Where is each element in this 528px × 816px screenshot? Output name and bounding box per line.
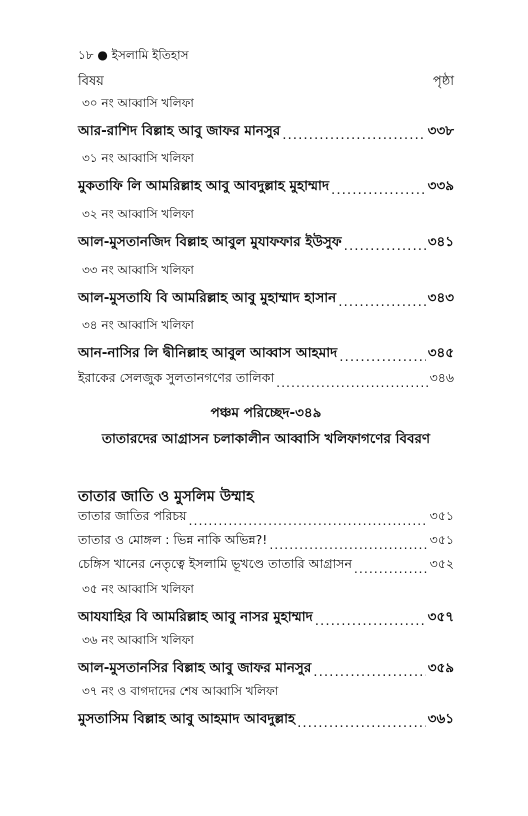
toc-entry-page: ৩৪৫ bbox=[427, 345, 454, 361]
toc-subheading-text: ৩১ নং আব্বাসি খলিফা bbox=[82, 151, 194, 165]
section-title: তাতার জাতি ও মুসলিম উম্মাহ bbox=[78, 489, 254, 505]
toc-entry-page: ৩৩৮ bbox=[427, 123, 454, 139]
toc-entry-page: ৩৫৭ bbox=[427, 609, 454, 625]
toc-entry-page: ৩৪১ bbox=[427, 234, 454, 250]
toc-entry-page: ৩৫২ bbox=[429, 556, 454, 571]
dot-leader bbox=[276, 375, 428, 390]
toc-entry bbox=[78, 508, 454, 528]
dot-leader bbox=[338, 294, 425, 310]
chapter-subtitle: তাতারদের আগ্রাসন চলাকালীন আব্বাসি খলিফাগণের বিবরণ bbox=[101, 431, 431, 447]
toc-entry bbox=[78, 556, 454, 576]
toc-subheading bbox=[78, 95, 454, 115]
toc-entry bbox=[78, 606, 454, 629]
column-heading-page: পৃষ্ঠা bbox=[432, 74, 454, 89]
toc-entry-page: ৩৫১ bbox=[429, 532, 454, 547]
dot-leader bbox=[269, 537, 427, 552]
toc-entry bbox=[78, 370, 454, 390]
toc-subheading bbox=[78, 206, 454, 226]
toc-entry bbox=[78, 175, 454, 198]
toc-entry bbox=[78, 231, 454, 254]
toc-entry-page: ৩৪৩ bbox=[427, 290, 454, 306]
toc-entry bbox=[78, 708, 454, 731]
toc-entry bbox=[78, 120, 454, 143]
toc-entry bbox=[78, 532, 454, 552]
toc-subheading bbox=[78, 632, 454, 652]
toc-entry-title: আল-মুসতানসির বিল্লাহ আবু জাফর মানসুর bbox=[78, 660, 312, 676]
toc-entry-title: তাতার জাতির পরিচয় bbox=[78, 508, 187, 523]
dot-leader bbox=[315, 613, 426, 629]
toc-subheading bbox=[78, 683, 454, 703]
toc-entry-title: মুকতাফি লি আমরিল্লাহ আবু আবদুল্লাহ মুহাম্মাদ bbox=[78, 178, 330, 194]
toc-subheading-text: ৩০ নং আব্বাসি খলিফা bbox=[82, 96, 194, 110]
toc-entry-title: আন-নাসির লি দ্বীনিল্লাহ আবুল আব্বাস আহমাদ bbox=[78, 345, 338, 361]
dot-leader bbox=[297, 715, 426, 731]
toc-entry-title: আল-মুসতাযি বি আমরিল্লাহ আবু মুহাম্মাদ হাসান bbox=[78, 290, 337, 306]
toc-entry bbox=[78, 287, 454, 310]
dot-leader bbox=[354, 561, 428, 576]
toc-entry-page: ৩৫৯ bbox=[427, 660, 454, 676]
running-head: ১৮ ● ইসলামি ইতিহাস bbox=[78, 48, 189, 62]
column-heading-subject: বিষয় bbox=[78, 74, 104, 89]
toc-subheading-text: ৩৩ নং আব্বাসি খলিফা bbox=[82, 263, 194, 277]
toc-subheading bbox=[78, 581, 454, 601]
dot-leader bbox=[331, 182, 426, 198]
toc-subheading-text: ৩৭ নং ও বাগদাদের শেষ আব্বাসি খলিফা bbox=[82, 684, 279, 698]
toc-entry-page: ৩৫১ bbox=[429, 508, 454, 523]
toc-entry-page: ৩৪৬ bbox=[429, 370, 454, 385]
toc-subheading-text: ৩৪ নং আব্বাসি খলিফা bbox=[82, 318, 194, 332]
dot-leader bbox=[189, 513, 428, 528]
toc-entry-title: আল-মুসতানজিদ বিল্লাহ আবুল মুযাফফার ইউসুফ bbox=[78, 234, 342, 250]
toc-entry-title: মুসতাসিম বিল্লাহ আবু আহমাদ আবদুল্লাহ bbox=[78, 711, 296, 727]
toc-subheading-text: ৩৫ নং আব্বাসি খলিফা bbox=[82, 582, 194, 596]
toc-entry bbox=[78, 657, 454, 680]
toc-entry-title: আযযাহির বি আমরিল্লাহ আবু নাসর মুহাম্মাদ bbox=[78, 609, 313, 625]
toc-entry-title: আর-রাশিদ বিল্লাহ আবু জাফর মানসুর bbox=[78, 123, 281, 139]
toc-entry-title: ইরাকের সেলজুক সুলতানগণের তালিকা bbox=[78, 370, 275, 385]
toc-subheading-text: ৩৬ নং আব্বাসি খলিফা bbox=[82, 633, 194, 647]
dot-leader bbox=[313, 664, 425, 680]
toc-subheading bbox=[78, 150, 454, 170]
toc-entry-page: ৩৬১ bbox=[427, 711, 454, 727]
toc-subheading bbox=[78, 262, 454, 282]
dot-leader bbox=[282, 127, 425, 143]
toc-entry-title: চেঙ্গিস খানের নেতৃত্বে ইসলামি ভূখণ্ডে তাতারি আগ্রাসন bbox=[78, 556, 352, 571]
toc-subheading-text: ৩২ নং আব্বাসি খলিফা bbox=[82, 207, 194, 221]
toc-entry-page: ৩৩৯ bbox=[427, 178, 454, 194]
dot-leader bbox=[344, 238, 426, 254]
toc-entry bbox=[78, 342, 454, 365]
toc-subheading bbox=[78, 317, 454, 337]
chapter-title: পঞ্চম পরিচ্ছেদ-৩৪৯ bbox=[210, 405, 322, 421]
dot-leader bbox=[339, 349, 425, 365]
toc-entry-title: তাতার ও মোঙ্গল : ভিন্ন নাকি অভিন্ন?! bbox=[78, 532, 268, 547]
